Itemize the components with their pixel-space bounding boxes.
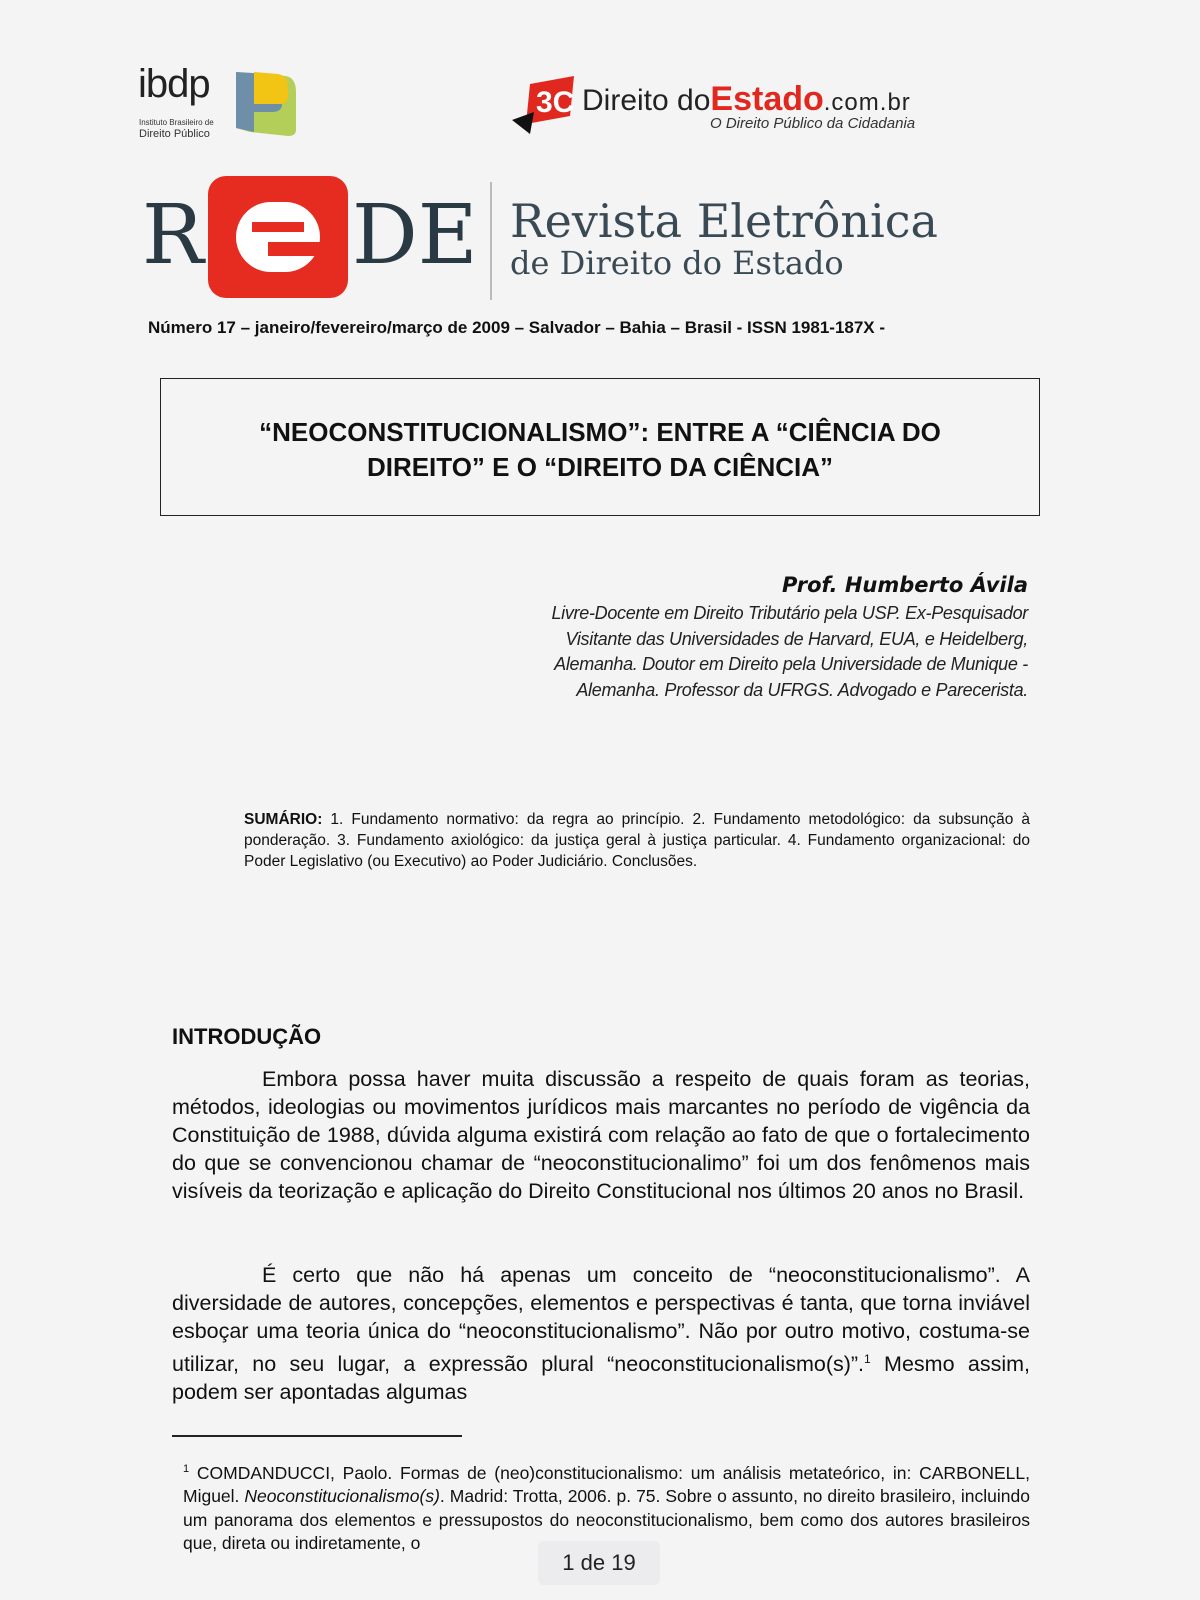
rede-masthead (142, 172, 962, 302)
article-title: “NEOCONSTITUCIONALISMO”: ENTRE A “CIÊNCIA DO DIREITO” E O “DIREITO DA CIÊNCIA” (259, 417, 941, 482)
ibdp-logo-subtitle: Instituto Brasileiro de (139, 118, 214, 127)
paragraph-1: Embora possa haver muita discussão a respeito de quais foram as teorias, métodos, ideologias ou movimentos jurídicos mais marcantes no período de vigência da Constituição de 1988, dúvida alguma existirá com relação ao fato de que o fortalecimento do que se convencionou chamar de “neoconstitucionalimo” foi um dos fenômenos mais visíveis da teorização e aplicação do Direito Constitucional nos últimos 20 anos no Brasil. (172, 1067, 1030, 1203)
page-indicator: 1 de 19 (538, 1541, 660, 1585)
ibdp-emblem-icon (230, 70, 298, 140)
dde-logo-name: Direito doEstado.com.br (582, 80, 911, 118)
author-block (508, 573, 1028, 703)
footnote-reference[interactable]: 1 (864, 1352, 871, 1366)
svg-text:3C: 3C (536, 86, 575, 119)
section-heading: INTRODUÇÃO (172, 1024, 322, 1049)
direito-do-estado-logo (512, 76, 952, 136)
dde-logo-slogan: O Direito Público da Cidadania (710, 115, 916, 132)
footnote-number: 1 (183, 1463, 190, 1475)
author-bio: Livre-Docente em Direito Tributário pela USP. Ex-Pesquisador Visitante das Universidades de Harvard, EUA, e Heidelberg, Alemanha. Doutor em Direito pela Universidade de Munique - Alemanha. Professor da UFRGS. Advogado e Parecerista. (551, 603, 1028, 700)
issue-line: Número 17 – janeiro/fevereiro/março de 2009 – Salvador – Bahia – Brasil - ISSN 1981-187X - (148, 318, 886, 337)
ibdp-logo-subtitle-2: Direito Público (139, 128, 210, 140)
masthead-divider (490, 182, 492, 300)
summary-label: SUMÁRIO: (244, 811, 323, 828)
summary-text: 1. Fundamento normativo: da regra ao princípio. 2. Fundamento metodológico: da subsunção à ponderação. 3. Fundamento axiológico: da justiça geral à justiça particular. 4. Fundamento organizacional: do Poder Legislativo (ou Executivo) ao Poder Judiciário. Conclusões. (244, 811, 1030, 870)
journal-subtitle: de Direito do Estado (510, 244, 844, 282)
journal-title: Revista Eletrônica (510, 194, 938, 248)
rede-e-icon (208, 176, 348, 298)
rede-letter-r: R (142, 188, 204, 283)
rede-letters-de: DE (352, 188, 478, 283)
dde-emblem-icon (512, 76, 576, 134)
footnote-separator (172, 1435, 462, 1437)
author-name: Prof. Humberto Ávila (782, 573, 1028, 597)
ibdp-logo (138, 62, 298, 140)
summary (244, 809, 1030, 872)
footnote: $^1$ COMDANDUCCI, Paolo. Formas de (neo)constitucionalismo: um análisis metateórico, in: CARBONELL, Miguel. Neoconstitucionalismo(s). Madrid: Trotta, 2006. p. 75. Sobre o assunto, no direito brasileiro, incluindo um panorama dos elementos e pressupostos do neoconstitucionalismo, bem como dos autores brasileiros que, direta ou indiretamente, o (183, 1462, 1030, 1554)
article-title-box (160, 378, 1040, 516)
paragraph-2: É certo que não há apenas um conceito de “neoconstitucionalismo”. A diversidade de autores, concepções, elementos e perspectivas é tanta, que torna inviável esboçar uma teoria única do “neoconstitucionalismo”. Não por outro motivo, costuma-se utilizar, no seu lugar, a expressão plural “neoconstitucionalismo(s)”.$^1$ Mesmo assim, podem ser apontadas algumas (172, 1263, 1030, 1405)
ibdp-logo-text: ibdp (138, 62, 210, 106)
